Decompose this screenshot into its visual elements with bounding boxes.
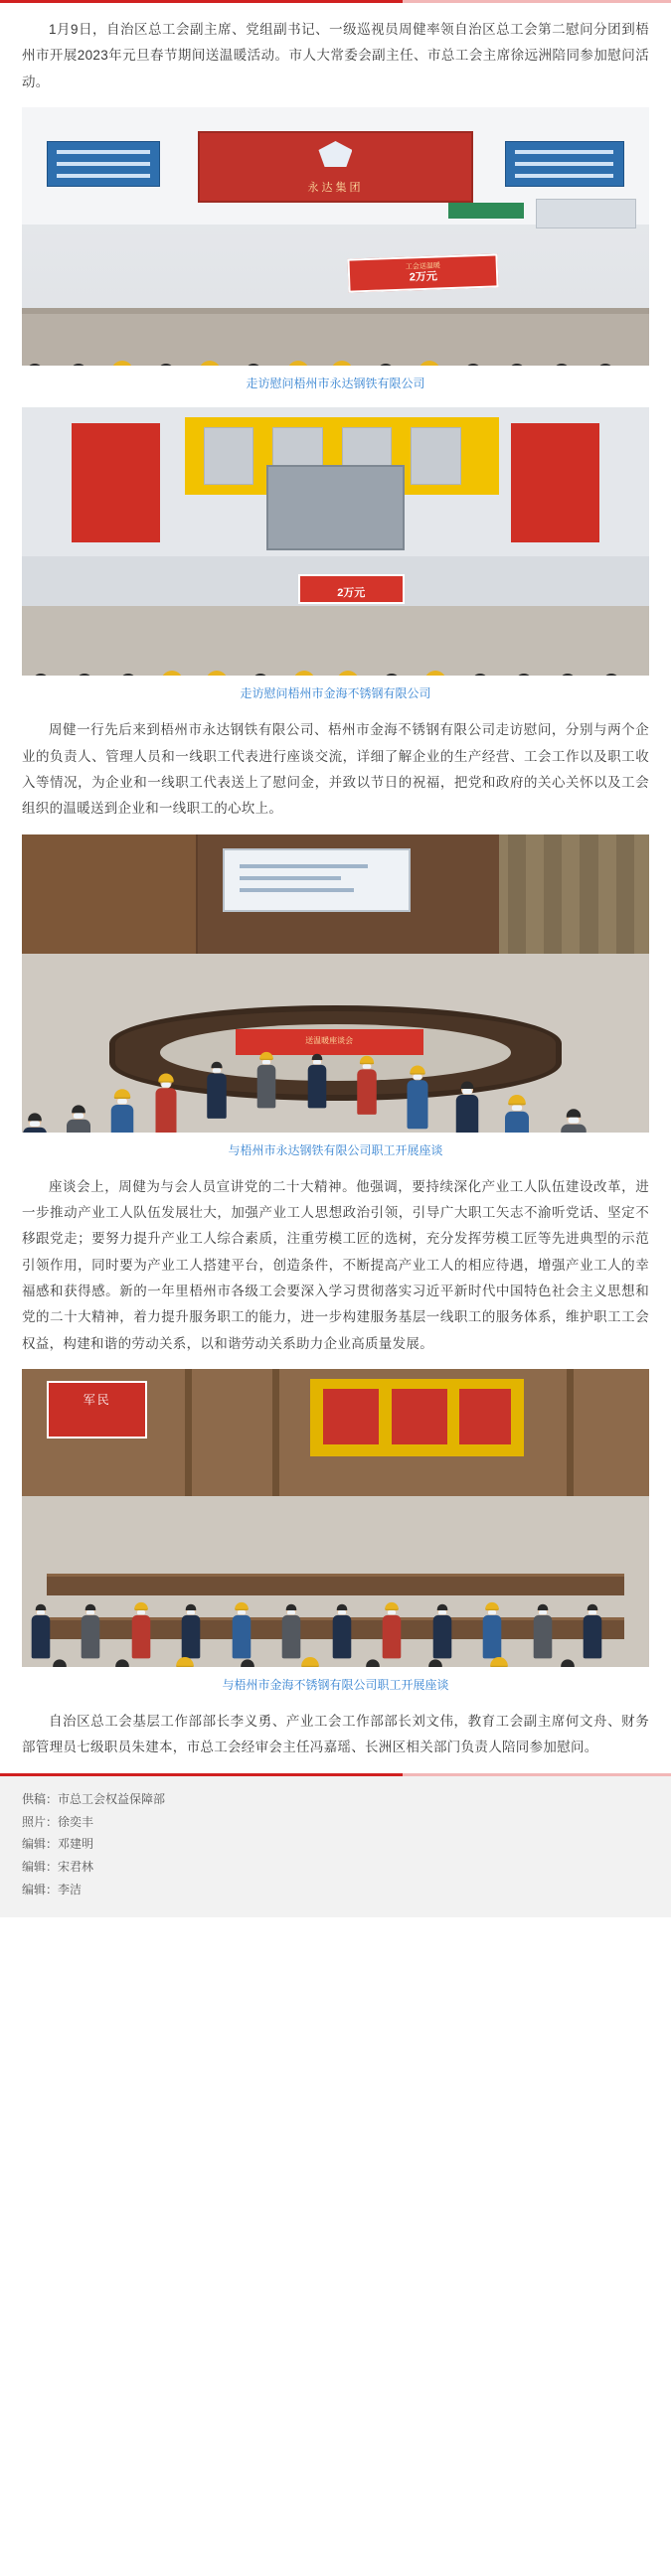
red-wall-left — [72, 423, 159, 542]
figure-4 — [22, 1369, 649, 1695]
paragraph-4: 自治区总工会基层工作部部长李义勇、产业工会工作部部长刘文伟，教育工会副主席何文舟、财务部管理员七级职员朱建本，市总工会经审会主任冯嘉瑶、长洲区相关部门负责人陪同参加慰问。 — [22, 1714, 649, 1755]
wall-sign-right — [505, 141, 624, 187]
donation-banner-title: 工会送温暖 — [405, 262, 441, 271]
wood-wall-panel — [22, 834, 198, 954]
credit-line-editor-2: 编辑：宋君林 — [22, 1860, 94, 1875]
footer-section — [0, 1773, 671, 1917]
article-content — [0, 3, 671, 1761]
credit-line-editor-3: 编辑：李洁 — [22, 1882, 83, 1896]
meeting-banner-text: 送温暖座谈会 — [305, 1035, 354, 1045]
figure-1-caption: 走访慰问梧州市永达钢铁有限公司 — [246, 376, 425, 390]
company-panel-text: 永达集团 — [307, 181, 364, 194]
figure-1-image — [22, 107, 649, 366]
donation-banner — [298, 574, 405, 604]
people-group — [22, 1478, 649, 1667]
projection-screen — [223, 848, 411, 912]
credits-block — [0, 1776, 671, 1917]
donation-amount: 2万元 — [409, 270, 438, 284]
credit-line-photo: 照片：徐奕丰 — [22, 1814, 94, 1829]
paragraph-3: 座谈会上，周健为与会人员宣讲党的二十大精神。他强调，要持续深化产业工人队伍建设改革，进一步推动产业工人队伍发展壮大，加强产业工人思想政治引领，引导广大职工矢志不渝听党话、坚定不移跟党走；要努力提升产业工人综合素质，注重劳模工匠的选树，充分发挥劳模工匠等先进典型的示范引领作用，同时要为产业工人搭建平台，创造条件，不断提高产业工人的相应待遇，增强产业工人的幸福感和获得感。新的一年里梧州市各级工会要深入学习贯彻落实习近平新时代中国特色社会主义思想和党的二十大精神，着力提升服务职工的能力，进一步构建服务基层一线职工的服务体系，维护职工工会权益，构建和谐的劳动关系，以和谐劳动关系助力企业高质量发展。 — [22, 1178, 649, 1351]
credit-line-source: 供稿：市总工会权益保障部 — [22, 1791, 166, 1806]
wall-red-sign — [47, 1381, 147, 1439]
figure-3-caption: 与梧州市永达钢铁有限公司职工开展座谈 — [228, 1142, 443, 1157]
company-emblem-icon — [318, 141, 352, 167]
paragraph-2: 周健一行先后来到梧州市永达钢铁有限公司、梧州市金海不锈钢有限公司走访慰问，分别与两个企业的负责人、管理人员和一线职工代表进行座谈交流，详细了解企业的生产经营、工会工作以及职工收入等情况，为企业和一线职工代表送上了慰问金，并致以节日的祝福，把党和政府的关心关怀以及工会组织的温暖送到企业和一线职工的心坎上。 — [22, 722, 649, 817]
donation-amount: 2万元 — [337, 587, 366, 600]
figure-1 — [22, 107, 649, 393]
wall-sign-left — [47, 141, 160, 187]
figure-2 — [22, 407, 649, 703]
people-group — [22, 944, 649, 1133]
figure-3-image — [22, 834, 649, 1133]
red-wall-right — [511, 423, 598, 542]
figure-2-image — [22, 407, 649, 676]
credit-line-editor-1: 编辑：邓建明 — [22, 1837, 94, 1852]
stage-backdrop — [310, 1379, 524, 1456]
company-logo-panel — [198, 131, 474, 203]
figure-4-caption: 与梧州市金海不锈钢有限公司职工开展座谈 — [222, 1677, 449, 1692]
figure-4-image — [22, 1369, 649, 1667]
people-group — [22, 217, 649, 366]
donation-banner — [348, 253, 500, 292]
figure-2-caption: 走访慰问梧州市金海不锈钢有限公司 — [240, 686, 431, 701]
window-curtain — [499, 834, 649, 958]
figure-3 — [22, 834, 649, 1160]
paragraph-1: 1月9日，自治区总工会副主席、党组副书记、一级巡视员周健率领自治区总工会第二慰问分团到梧州市开展2023年元旦春节期间送温暖活动。市人大常委会副主任、市总工会主席徐远洲陪同参加慰问活动。 — [22, 22, 649, 89]
wall-red-sign-text: 军民 — [83, 1392, 111, 1407]
